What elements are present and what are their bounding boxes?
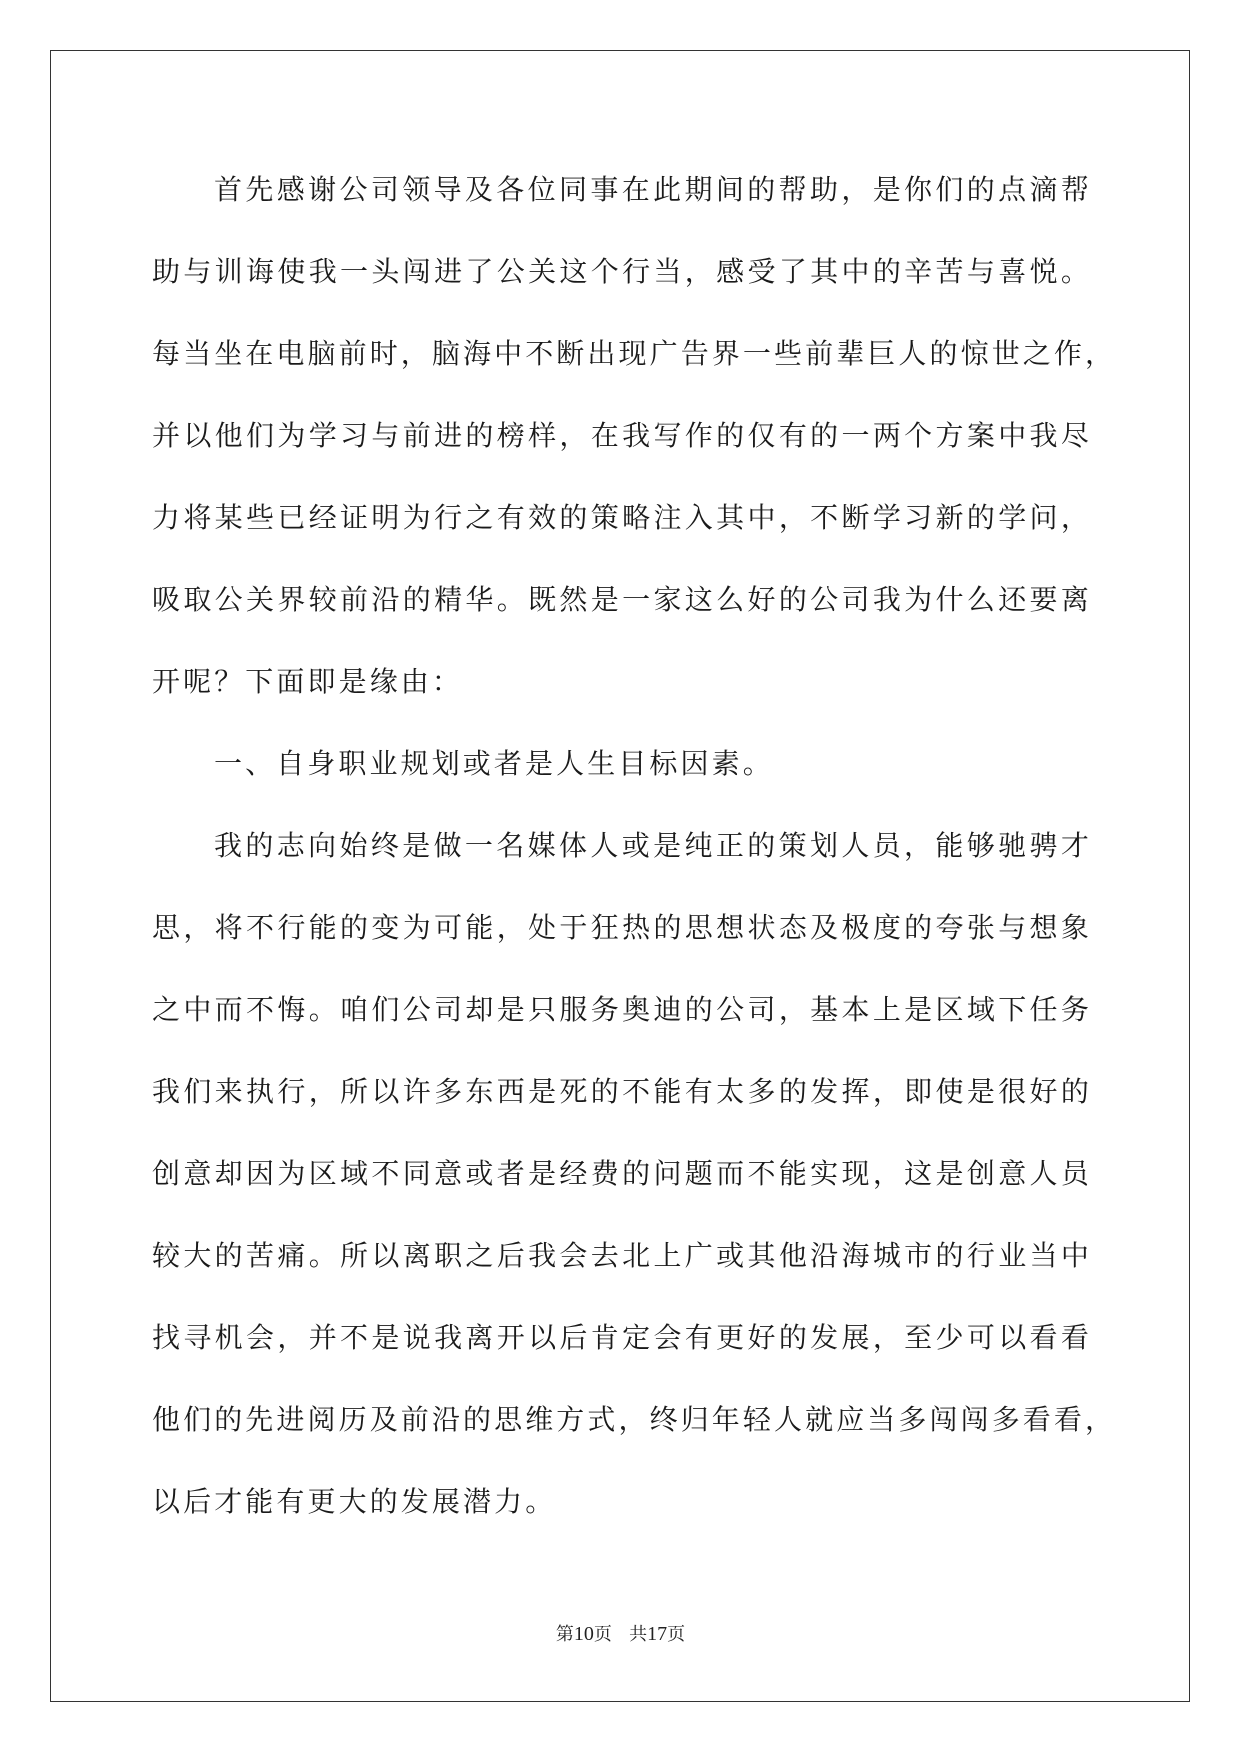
footer-total-word: 页 — [667, 1624, 686, 1645]
page-footer — [0, 1622, 1241, 1647]
text-line: 力将某些已经证明为行之有效的策略注入其中，不断学习新的学问， — [152, 501, 1092, 534]
text-line: 开呢？下面即是缘由： — [152, 665, 464, 698]
text-line: 每当坐在电脑前时，脑海中不断出现广告界一些前辈巨人的惊世之作， — [152, 337, 1117, 370]
text-line: 较大的苦痛。所以离职之后我会去北上广或其他沿海城市的行业当中 — [152, 1239, 1092, 1272]
text-line: 助与训诲使我一头闯进了公关这个行当，感受了其中的辛苦与喜悦。 — [152, 255, 1092, 288]
footer-current-page: 10 — [573, 1623, 594, 1645]
text-line: 创意却因为区域不同意或者是经费的问题而不能实现，这是创意人员 — [152, 1157, 1092, 1190]
footer-total-prefix: 共 — [629, 1624, 648, 1645]
text-line: 一、自身职业规划或者是人生目标因素。 — [214, 747, 774, 780]
text-line: 吸取公关界较前沿的精华。既然是一家这么好的公司我为什么还要离 — [152, 583, 1092, 616]
document-body — [152, 166, 1117, 1560]
text-line: 之中而不悔。咱们公司却是只服务奥迪的公司，基本上是区域下任务 — [152, 993, 1092, 1026]
text-line: 思，将不行能的变为可能，处于狂热的思想状态及极度的夸张与想象 — [152, 911, 1092, 944]
text-line: 我们来执行，所以许多东西是死的不能有太多的发挥，即使是很好的 — [152, 1075, 1092, 1108]
text-line: 他们的先进阅历及前沿的思维方式，终归年轻人就应当多闯闯多看看， — [152, 1403, 1117, 1436]
footer-total-pages: 17 — [647, 1623, 668, 1645]
text-line: 找寻机会，并不是说我离开以后肯定会有更好的发展，至少可以看看 — [152, 1321, 1092, 1354]
footer-page-word: 页 — [593, 1624, 612, 1645]
text-line: 我的志向始终是做一名媒体人或是纯正的策划人员，能够驰骋才 — [214, 829, 1092, 862]
footer-prefix: 第 — [555, 1624, 574, 1645]
text-line: 并以他们为学习与前进的榜样，在我写作的仅有的一两个方案中我尽 — [152, 419, 1092, 452]
text-line: 首先感谢公司领导及各位同事在此期间的帮助，是你们的点滴帮 — [214, 173, 1092, 206]
text-line: 以后才能有更大的发展潜力。 — [152, 1485, 557, 1518]
